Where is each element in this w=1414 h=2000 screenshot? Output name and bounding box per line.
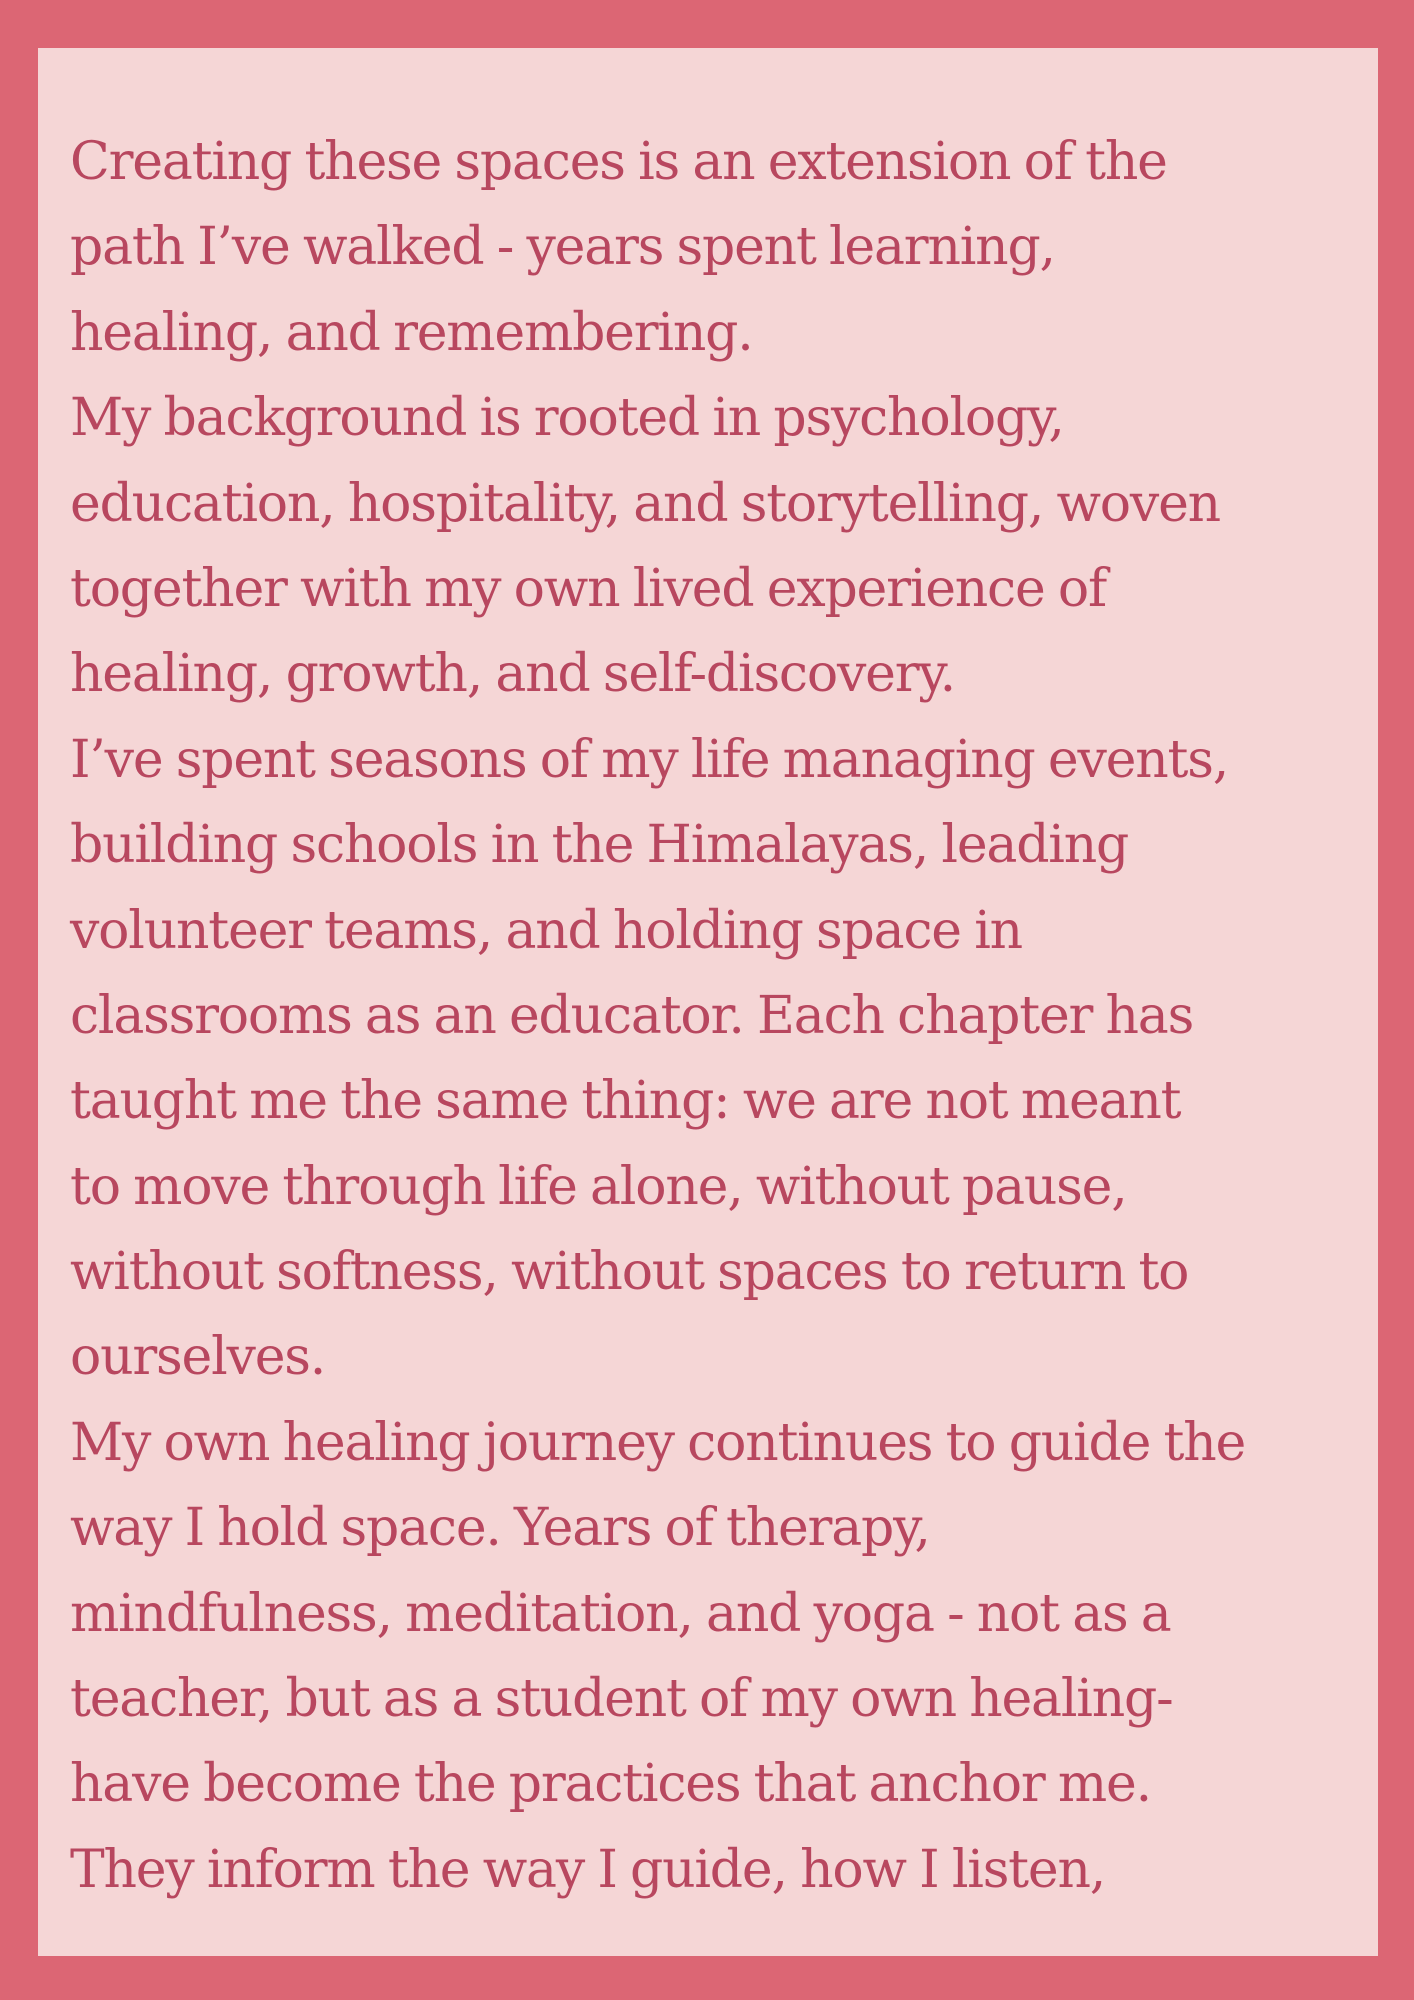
- paragraph-background: [70, 376, 1378, 718]
- text-line: have become the practices that anchor me.: [70, 1754, 1151, 1815]
- text-line: classrooms as an educator. Each chapter has: [70, 985, 1194, 1046]
- text-line: teacher, but as a student of my own healing-: [70, 1669, 1173, 1730]
- text-line: building schools in the Himalayas, leading: [70, 815, 1129, 876]
- text-line: education, hospitality, and storytelling, woven: [70, 473, 1220, 534]
- paragraph-intro: [70, 120, 1378, 376]
- paragraph-healing-journey: [70, 1401, 1378, 1913]
- content-panel: [38, 48, 1378, 1956]
- text-line: to move through life alone, without pause,: [70, 1156, 1127, 1217]
- text-line: way I hold space. Years of therapy,: [70, 1498, 930, 1559]
- text-line: healing, growth, and self-discovery.: [70, 644, 955, 705]
- text-line: I’ve spent seasons of my life managing events,: [70, 729, 1229, 790]
- text-line: together with my own lived experience of: [70, 558, 1107, 619]
- text-line: path I’ve walked - years spent learning,: [70, 217, 1055, 278]
- text-line: Creating these spaces is an extension of the: [70, 132, 1167, 192]
- text-line: They inform the way I guide, how I listen,: [70, 1839, 1106, 1900]
- text-line: taught me the same thing: we are not meant: [70, 1071, 1181, 1132]
- text-line: healing, and remembering.: [70, 302, 753, 363]
- text-line: mindfulness, meditation, and yoga - not as a: [70, 1583, 1171, 1644]
- text-line: My own healing journey continues to guide the: [70, 1412, 1246, 1473]
- text-line: ourselves.: [70, 1327, 326, 1388]
- paragraph-experience: [70, 718, 1378, 1401]
- text-line: My background is rooted in psychology,: [70, 388, 1064, 449]
- text-line: without softness, without spaces to return to: [70, 1242, 1189, 1303]
- text-line: volunteer teams, and holding space in: [70, 900, 1022, 961]
